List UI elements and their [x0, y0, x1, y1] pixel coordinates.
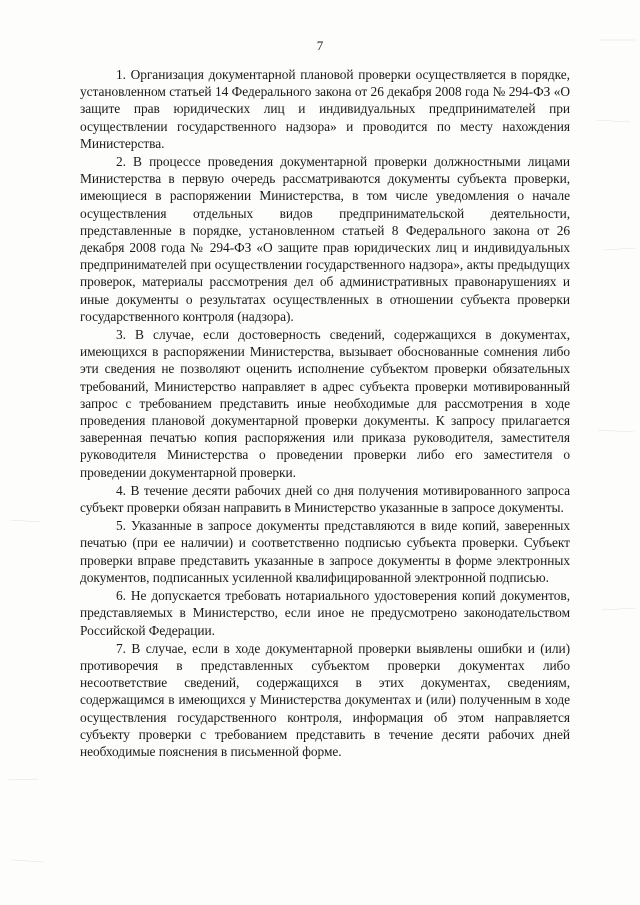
document-body: [80, 66, 570, 761]
paragraph-4: 4. В течение десяти рабочих дней со дня получения мотивированного запроса субъект проверки обязан направить в Министерство указанные в запросе документы.: [80, 482, 570, 516]
paragraph-5: 5. Указанные в запросе документы представляются в виде копий, заверенных печатью (при ее наличии) и соответственно подписью субъекта проверки. Субъект проверки вправе представить указанные в запросе документы в форме электронных документов, подписанных усиленной квалифицированной электронной подписью.: [80, 518, 570, 585]
paragraph-6: 6. Не допускается требовать нотариального удостоверения копий документов, представляемых в Министерство, если иное не предусмотрено законодательством Российской Федерации.: [80, 588, 570, 638]
page-number: 7: [316, 38, 324, 53]
paragraph-3: 3. В случае, если достоверность сведений, содержащихся в документах, имеющихся в распоряжении Министерства, вызывает обоснованные сомнения либо эти сведения не позволяют оценить исполнение субъектом проверки обязательных требований, Министерство направляет в адрес субъекта проверки мотивированный запрос с требованием представить иные необходимые для рассмотрения в ходе проведения плановой документарной проверки документы. К запросу прилагается заверенная печатью копия распоряжения или приказа руководителя, заместителя руководителя Министерства о проведении проверки либо его заместителя о проведении документарной проверки.: [80, 327, 570, 480]
paragraph-1: 1. Организация документарной плановой проверки осуществляется в порядке, установленном статьей 14 Федерального закона от 26 декабря 2008 года № 294-ФЗ «О защите прав юридических лиц и индивидуальных предпринимателей при осуществлении государственного надзора» и проводится по месту нахождения Министерства.: [80, 67, 570, 151]
paragraph-2: 2. В процессе проведения документарной проверки должностными лицами Министерства в первую очередь рассматриваются документы субъекта проверки, имеющиеся в распоряжении Министерства, в том числе уведомления о начале осуществления отдельных видов предпринимательской деятельности, представленные в порядке, установленном статьей 8 Федерального закона от 26 декабря 2008 года № 294-ФЗ «О защите прав юридических лиц и индивидуальных предпринимателей при осуществлении государственного надзора», акты предыдущих проверок, материалы рассмотрения дел об административных правонарушениях и иные документы о результатах осуществленных в отношении субъекта проверки государственного контроля (надзора).: [80, 154, 570, 324]
paragraph-7: 7. В случае, если в ходе документарной проверки выявлены ошибки и (или) противоречия в представленных субъектом проверки документах либо несоответствие сведений, содержащихся в этих документах, сведениям, содержащимся в имеющихся у Министерства документах и (или) полученным в ходе осуществления государственного контроля, информация об этом направляется субъекту проверки с требованием представить в течение десяти рабочих дней необходимые пояснения в письменной форме.: [80, 640, 570, 759]
